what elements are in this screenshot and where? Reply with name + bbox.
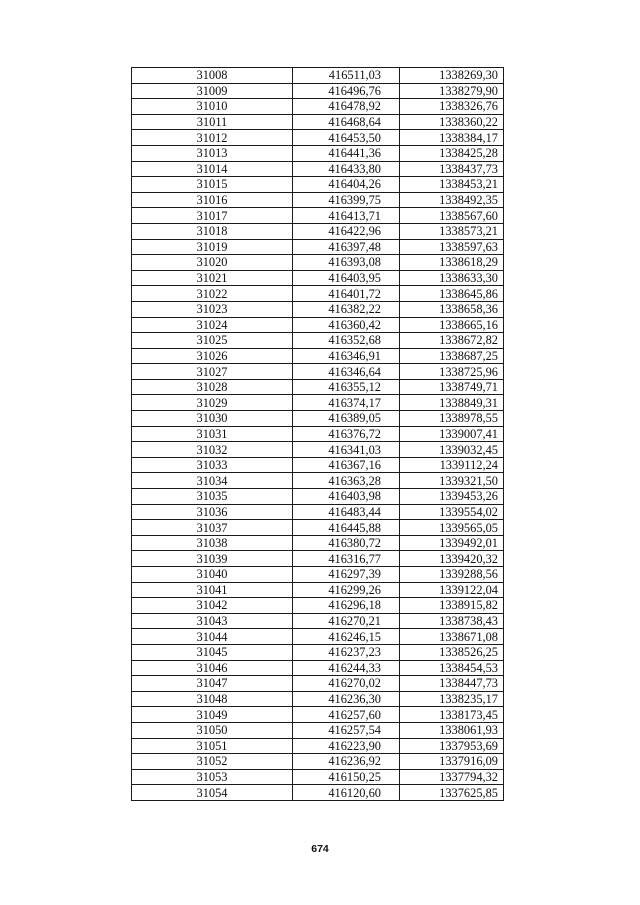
y-coordinate-cell: 1338453,21 bbox=[400, 177, 504, 193]
x-coordinate-cell: 416382,22 bbox=[293, 301, 400, 317]
y-coordinate-cell: 1338645,86 bbox=[400, 286, 504, 302]
table-row bbox=[132, 738, 504, 754]
y-coordinate-cell: 1339007,41 bbox=[400, 426, 504, 442]
x-coordinate-cell: 416445,88 bbox=[293, 520, 400, 536]
x-coordinate-cell: 416299,26 bbox=[293, 582, 400, 598]
x-coordinate-cell: 416355,12 bbox=[293, 379, 400, 395]
point-id-cell: 31048 bbox=[132, 691, 293, 707]
y-coordinate-cell: 1338978,55 bbox=[400, 411, 504, 427]
x-coordinate-cell: 416297,39 bbox=[293, 567, 400, 583]
x-coordinate-cell: 416453,50 bbox=[293, 130, 400, 146]
table-row bbox=[132, 551, 504, 567]
table-row bbox=[132, 177, 504, 193]
x-coordinate-cell: 416403,95 bbox=[293, 270, 400, 286]
y-coordinate-cell: 1338173,45 bbox=[400, 707, 504, 723]
y-coordinate-cell: 1338326,76 bbox=[400, 99, 504, 115]
table-row bbox=[132, 520, 504, 536]
x-coordinate-cell: 416346,91 bbox=[293, 348, 400, 364]
x-coordinate-cell: 416422,96 bbox=[293, 223, 400, 239]
x-coordinate-cell: 416341,03 bbox=[293, 442, 400, 458]
point-id-cell: 31020 bbox=[132, 255, 293, 271]
table-row bbox=[132, 114, 504, 130]
y-coordinate-cell: 1339288,56 bbox=[400, 567, 504, 583]
x-coordinate-cell: 416236,30 bbox=[293, 691, 400, 707]
point-id-cell: 31034 bbox=[132, 473, 293, 489]
point-id-cell: 31053 bbox=[132, 769, 293, 785]
point-id-cell: 31008 bbox=[132, 68, 293, 84]
y-coordinate-cell: 1338492,35 bbox=[400, 192, 504, 208]
x-coordinate-cell: 416257,60 bbox=[293, 707, 400, 723]
y-coordinate-cell: 1337916,09 bbox=[400, 754, 504, 770]
point-id-cell: 31035 bbox=[132, 489, 293, 505]
table-row bbox=[132, 504, 504, 520]
x-coordinate-cell: 416433,80 bbox=[293, 161, 400, 177]
x-coordinate-cell: 416478,92 bbox=[293, 99, 400, 115]
x-coordinate-cell: 416363,28 bbox=[293, 473, 400, 489]
y-coordinate-cell: 1339565,05 bbox=[400, 520, 504, 536]
y-coordinate-cell: 1338573,21 bbox=[400, 223, 504, 239]
y-coordinate-cell: 1339420,32 bbox=[400, 551, 504, 567]
y-coordinate-cell: 1338671,08 bbox=[400, 629, 504, 645]
table-row bbox=[132, 317, 504, 333]
table-row bbox=[132, 333, 504, 349]
table-row bbox=[132, 707, 504, 723]
point-id-cell: 31014 bbox=[132, 161, 293, 177]
point-id-cell: 31026 bbox=[132, 348, 293, 364]
y-coordinate-cell: 1338618,29 bbox=[400, 255, 504, 271]
table-row bbox=[132, 348, 504, 364]
y-coordinate-cell: 1338384,17 bbox=[400, 130, 504, 146]
point-id-cell: 31047 bbox=[132, 676, 293, 692]
x-coordinate-cell: 416270,02 bbox=[293, 676, 400, 692]
point-id-cell: 31041 bbox=[132, 582, 293, 598]
table-row bbox=[132, 99, 504, 115]
table-row bbox=[132, 660, 504, 676]
x-coordinate-cell: 416468,64 bbox=[293, 114, 400, 130]
point-id-cell: 31016 bbox=[132, 192, 293, 208]
table-row bbox=[132, 426, 504, 442]
table-row bbox=[132, 676, 504, 692]
table-row bbox=[132, 754, 504, 770]
table-row bbox=[132, 130, 504, 146]
x-coordinate-cell: 416404,26 bbox=[293, 177, 400, 193]
x-coordinate-cell: 416397,48 bbox=[293, 239, 400, 255]
point-id-cell: 31018 bbox=[132, 223, 293, 239]
x-coordinate-cell: 416236,92 bbox=[293, 754, 400, 770]
point-id-cell: 31043 bbox=[132, 613, 293, 629]
y-coordinate-cell: 1339321,50 bbox=[400, 473, 504, 489]
x-coordinate-cell: 416380,72 bbox=[293, 535, 400, 551]
point-id-cell: 31044 bbox=[132, 629, 293, 645]
point-id-cell: 31031 bbox=[132, 426, 293, 442]
point-id-cell: 31052 bbox=[132, 754, 293, 770]
table-row bbox=[132, 722, 504, 738]
point-id-cell: 31030 bbox=[132, 411, 293, 427]
table-row bbox=[132, 442, 504, 458]
x-coordinate-cell: 416150,25 bbox=[293, 769, 400, 785]
table-row bbox=[132, 270, 504, 286]
x-coordinate-cell: 416296,18 bbox=[293, 598, 400, 614]
point-id-cell: 31046 bbox=[132, 660, 293, 676]
point-id-cell: 31022 bbox=[132, 286, 293, 302]
point-id-cell: 31049 bbox=[132, 707, 293, 723]
table-row bbox=[132, 613, 504, 629]
table-row bbox=[132, 769, 504, 785]
point-id-cell: 31019 bbox=[132, 239, 293, 255]
x-coordinate-cell: 416316,77 bbox=[293, 551, 400, 567]
table-row bbox=[132, 239, 504, 255]
point-id-cell: 31033 bbox=[132, 457, 293, 473]
x-coordinate-cell: 416483,44 bbox=[293, 504, 400, 520]
y-coordinate-cell: 1338279,90 bbox=[400, 83, 504, 99]
y-coordinate-cell: 1338447,73 bbox=[400, 676, 504, 692]
y-coordinate-cell: 1338425,28 bbox=[400, 145, 504, 161]
point-id-cell: 31024 bbox=[132, 317, 293, 333]
point-id-cell: 31051 bbox=[132, 738, 293, 754]
x-coordinate-cell: 416360,42 bbox=[293, 317, 400, 333]
point-id-cell: 31021 bbox=[132, 270, 293, 286]
y-coordinate-cell: 1338725,96 bbox=[400, 364, 504, 380]
y-coordinate-cell: 1339554,02 bbox=[400, 504, 504, 520]
table-row bbox=[132, 145, 504, 161]
table-row bbox=[132, 301, 504, 317]
point-id-cell: 31009 bbox=[132, 83, 293, 99]
table-row bbox=[132, 286, 504, 302]
x-coordinate-cell: 416374,17 bbox=[293, 395, 400, 411]
y-coordinate-cell: 1338658,36 bbox=[400, 301, 504, 317]
table-row bbox=[132, 457, 504, 473]
point-id-cell: 31039 bbox=[132, 551, 293, 567]
table-row bbox=[132, 83, 504, 99]
point-id-cell: 31050 bbox=[132, 722, 293, 738]
y-coordinate-cell: 1338235,17 bbox=[400, 691, 504, 707]
x-coordinate-cell: 416413,71 bbox=[293, 208, 400, 224]
y-coordinate-cell: 1338738,43 bbox=[400, 613, 504, 629]
x-coordinate-cell: 416257,54 bbox=[293, 722, 400, 738]
x-coordinate-cell: 416246,15 bbox=[293, 629, 400, 645]
y-coordinate-cell: 1338269,30 bbox=[400, 68, 504, 84]
table-row bbox=[132, 785, 504, 801]
coordinates-table-body bbox=[132, 68, 504, 801]
table-row bbox=[132, 395, 504, 411]
x-coordinate-cell: 416511,03 bbox=[293, 68, 400, 84]
y-coordinate-cell: 1339112,24 bbox=[400, 457, 504, 473]
point-id-cell: 31054 bbox=[132, 785, 293, 801]
point-id-cell: 31042 bbox=[132, 598, 293, 614]
point-id-cell: 31013 bbox=[132, 145, 293, 161]
y-coordinate-cell: 1338061,93 bbox=[400, 722, 504, 738]
x-coordinate-cell: 416376,72 bbox=[293, 426, 400, 442]
y-coordinate-cell: 1338665,16 bbox=[400, 317, 504, 333]
point-id-cell: 31027 bbox=[132, 364, 293, 380]
x-coordinate-cell: 416496,76 bbox=[293, 83, 400, 99]
y-coordinate-cell: 1339122,04 bbox=[400, 582, 504, 598]
x-coordinate-cell: 416346,64 bbox=[293, 364, 400, 380]
x-coordinate-cell: 416393,08 bbox=[293, 255, 400, 271]
y-coordinate-cell: 1339453,26 bbox=[400, 489, 504, 505]
x-coordinate-cell: 416389,05 bbox=[293, 411, 400, 427]
table-row bbox=[132, 644, 504, 660]
table-row bbox=[132, 489, 504, 505]
x-coordinate-cell: 416367,16 bbox=[293, 457, 400, 473]
point-id-cell: 31045 bbox=[132, 644, 293, 660]
point-id-cell: 31029 bbox=[132, 395, 293, 411]
y-coordinate-cell: 1337625,85 bbox=[400, 785, 504, 801]
x-coordinate-cell: 416399,75 bbox=[293, 192, 400, 208]
point-id-cell: 31032 bbox=[132, 442, 293, 458]
y-coordinate-cell: 1338633,30 bbox=[400, 270, 504, 286]
point-id-cell: 31038 bbox=[132, 535, 293, 551]
y-coordinate-cell: 1338915,82 bbox=[400, 598, 504, 614]
table-row bbox=[132, 535, 504, 551]
table-row bbox=[132, 364, 504, 380]
y-coordinate-cell: 1337794,32 bbox=[400, 769, 504, 785]
table-row bbox=[132, 208, 504, 224]
point-id-cell: 31023 bbox=[132, 301, 293, 317]
table-row bbox=[132, 223, 504, 239]
y-coordinate-cell: 1338526,25 bbox=[400, 644, 504, 660]
y-coordinate-cell: 1338687,25 bbox=[400, 348, 504, 364]
table-row bbox=[132, 582, 504, 598]
table-row bbox=[132, 598, 504, 614]
y-coordinate-cell: 1338567,60 bbox=[400, 208, 504, 224]
point-id-cell: 31010 bbox=[132, 99, 293, 115]
x-coordinate-cell: 416237,23 bbox=[293, 644, 400, 660]
y-coordinate-cell: 1339032,45 bbox=[400, 442, 504, 458]
x-coordinate-cell: 416120,60 bbox=[293, 785, 400, 801]
x-coordinate-cell: 416401,72 bbox=[293, 286, 400, 302]
point-id-cell: 31012 bbox=[132, 130, 293, 146]
point-id-cell: 31037 bbox=[132, 520, 293, 536]
x-coordinate-cell: 416270,21 bbox=[293, 613, 400, 629]
point-id-cell: 31011 bbox=[132, 114, 293, 130]
x-coordinate-cell: 416441,36 bbox=[293, 145, 400, 161]
point-id-cell: 31040 bbox=[132, 567, 293, 583]
table-row bbox=[132, 629, 504, 645]
x-coordinate-cell: 416352,68 bbox=[293, 333, 400, 349]
point-id-cell: 31036 bbox=[132, 504, 293, 520]
x-coordinate-cell: 416403,98 bbox=[293, 489, 400, 505]
table-row bbox=[132, 68, 504, 84]
y-coordinate-cell: 1338749,71 bbox=[400, 379, 504, 395]
table-row bbox=[132, 161, 504, 177]
y-coordinate-cell: 1338849,31 bbox=[400, 395, 504, 411]
point-id-cell: 31017 bbox=[132, 208, 293, 224]
x-coordinate-cell: 416244,33 bbox=[293, 660, 400, 676]
table-row bbox=[132, 379, 504, 395]
y-coordinate-cell: 1338454,53 bbox=[400, 660, 504, 676]
y-coordinate-cell: 1339492,01 bbox=[400, 535, 504, 551]
y-coordinate-cell: 1337953,69 bbox=[400, 738, 504, 754]
y-coordinate-cell: 1338597,63 bbox=[400, 239, 504, 255]
page-number: 674 bbox=[311, 843, 329, 855]
table-row bbox=[132, 411, 504, 427]
table-row bbox=[132, 567, 504, 583]
point-id-cell: 31028 bbox=[132, 379, 293, 395]
table-row bbox=[132, 192, 504, 208]
x-coordinate-cell: 416223,90 bbox=[293, 738, 400, 754]
y-coordinate-cell: 1338672,82 bbox=[400, 333, 504, 349]
coordinates-table bbox=[131, 67, 504, 801]
table-row bbox=[132, 255, 504, 271]
table-row bbox=[132, 473, 504, 489]
point-id-cell: 31015 bbox=[132, 177, 293, 193]
y-coordinate-cell: 1338360,22 bbox=[400, 114, 504, 130]
table-row bbox=[132, 691, 504, 707]
point-id-cell: 31025 bbox=[132, 333, 293, 349]
y-coordinate-cell: 1338437,73 bbox=[400, 161, 504, 177]
